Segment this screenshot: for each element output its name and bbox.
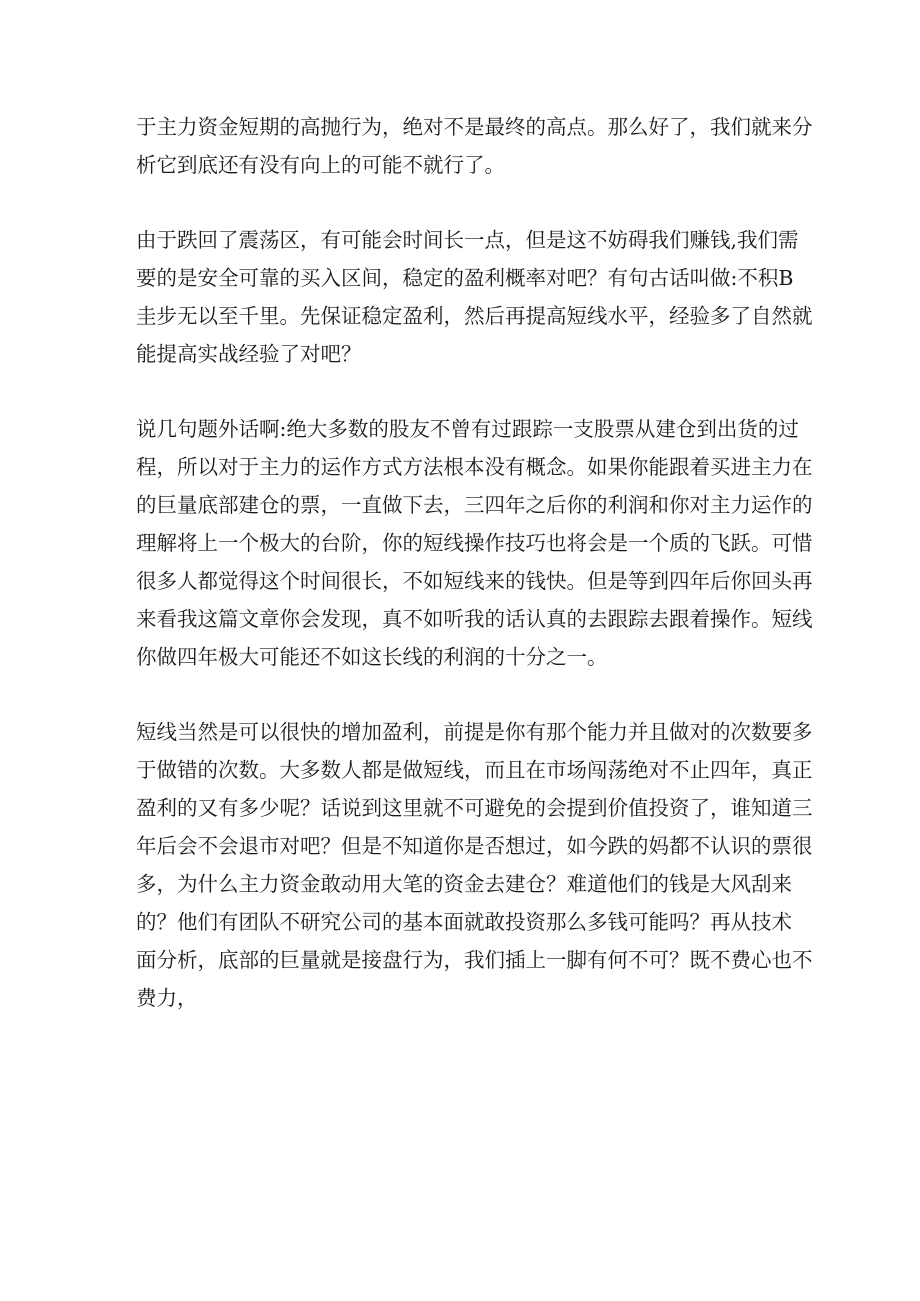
text-line: 年后会不会退市对吧？但是不知道你是否想过，如今跌的妈都不认识的票很 <box>136 834 813 858</box>
text-line: 很多人都觉得这个时间很长，不如短线来的钱快。但是等到四年后你回头再 <box>136 569 813 593</box>
text-line: 理解将上一个极大的台阶，你的短线操作技巧也将会是一个质的飞跃。可惜 <box>136 531 813 555</box>
document-body <box>136 108 813 1054</box>
paragraph-3 <box>136 410 813 676</box>
text-line: 盈利的又有多少呢？话说到这里就不可避免的会提到价值投资了，谁知道三 <box>136 796 813 820</box>
text-line: 来看我这篇文章你会发现，真不如听我的话认真的去跟踪去跟着操作。短线 <box>136 607 813 631</box>
text-line: 由于跌回了震荡区，有可能会时间长一点，但是这不妨碍我们赚钱,我们需 <box>136 228 799 252</box>
text-line: 多，为什么主力资金敢动用大笔的资金去建仓？难道他们的钱是大风刮来 <box>136 872 792 896</box>
paragraph-4 <box>136 713 813 1017</box>
paragraph-1 <box>136 108 813 184</box>
text-line: 短线当然是可以很快的增加盈利，前提是你有那个能力并且做对的次数要多 <box>136 720 813 744</box>
text-line: 你做四年极大可能还不如这长线的利润的十分之一。 <box>136 645 608 669</box>
paragraph-2 <box>136 221 813 373</box>
text-line: 面分析，底部的巨量就是接盘行为，我们插上一脚有何不可？既不费心也不 <box>136 948 813 972</box>
text-line: 能提高实战经验了对吧？ <box>136 342 362 366</box>
text-line: 的巨量底部建仓的票，一直做下去，三四年之后你的利润和你对主力运作的 <box>136 493 813 517</box>
text-line: 析它到底还有没有向上的可能不就行了。 <box>136 153 505 177</box>
text-line: 程，所以对于主力的运作方式方法根本没有概念。如果你能跟着买进主力在 <box>136 455 813 479</box>
text-line: 的？他们有团队不研究公司的基本面就敢投资那么多钱可能吗？再从技术 <box>136 910 792 934</box>
text-line: 说几句题外话啊:绝大多数的股友不曾有过跟踪一支股票从建仓到出货的过 <box>136 417 799 441</box>
text-line: 于主力资金短期的高抛行为，绝对不是最终的高点。那么好了，我们就来分 <box>136 115 813 139</box>
text-line: 费力， <box>136 986 198 1010</box>
text-line: 于做错的次数。大多数人都是做短线，而且在市场闯荡绝对不止四年，真正 <box>136 758 813 782</box>
text-line: 圭步无以至千里。先保证稳定盈利，然后再提高短线水平，经验多了自然就 <box>136 304 813 328</box>
text-line: 要的是安全可靠的买入区间，稳定的盈利概率对吧？有句古话叫做:不积B <box>136 266 794 290</box>
